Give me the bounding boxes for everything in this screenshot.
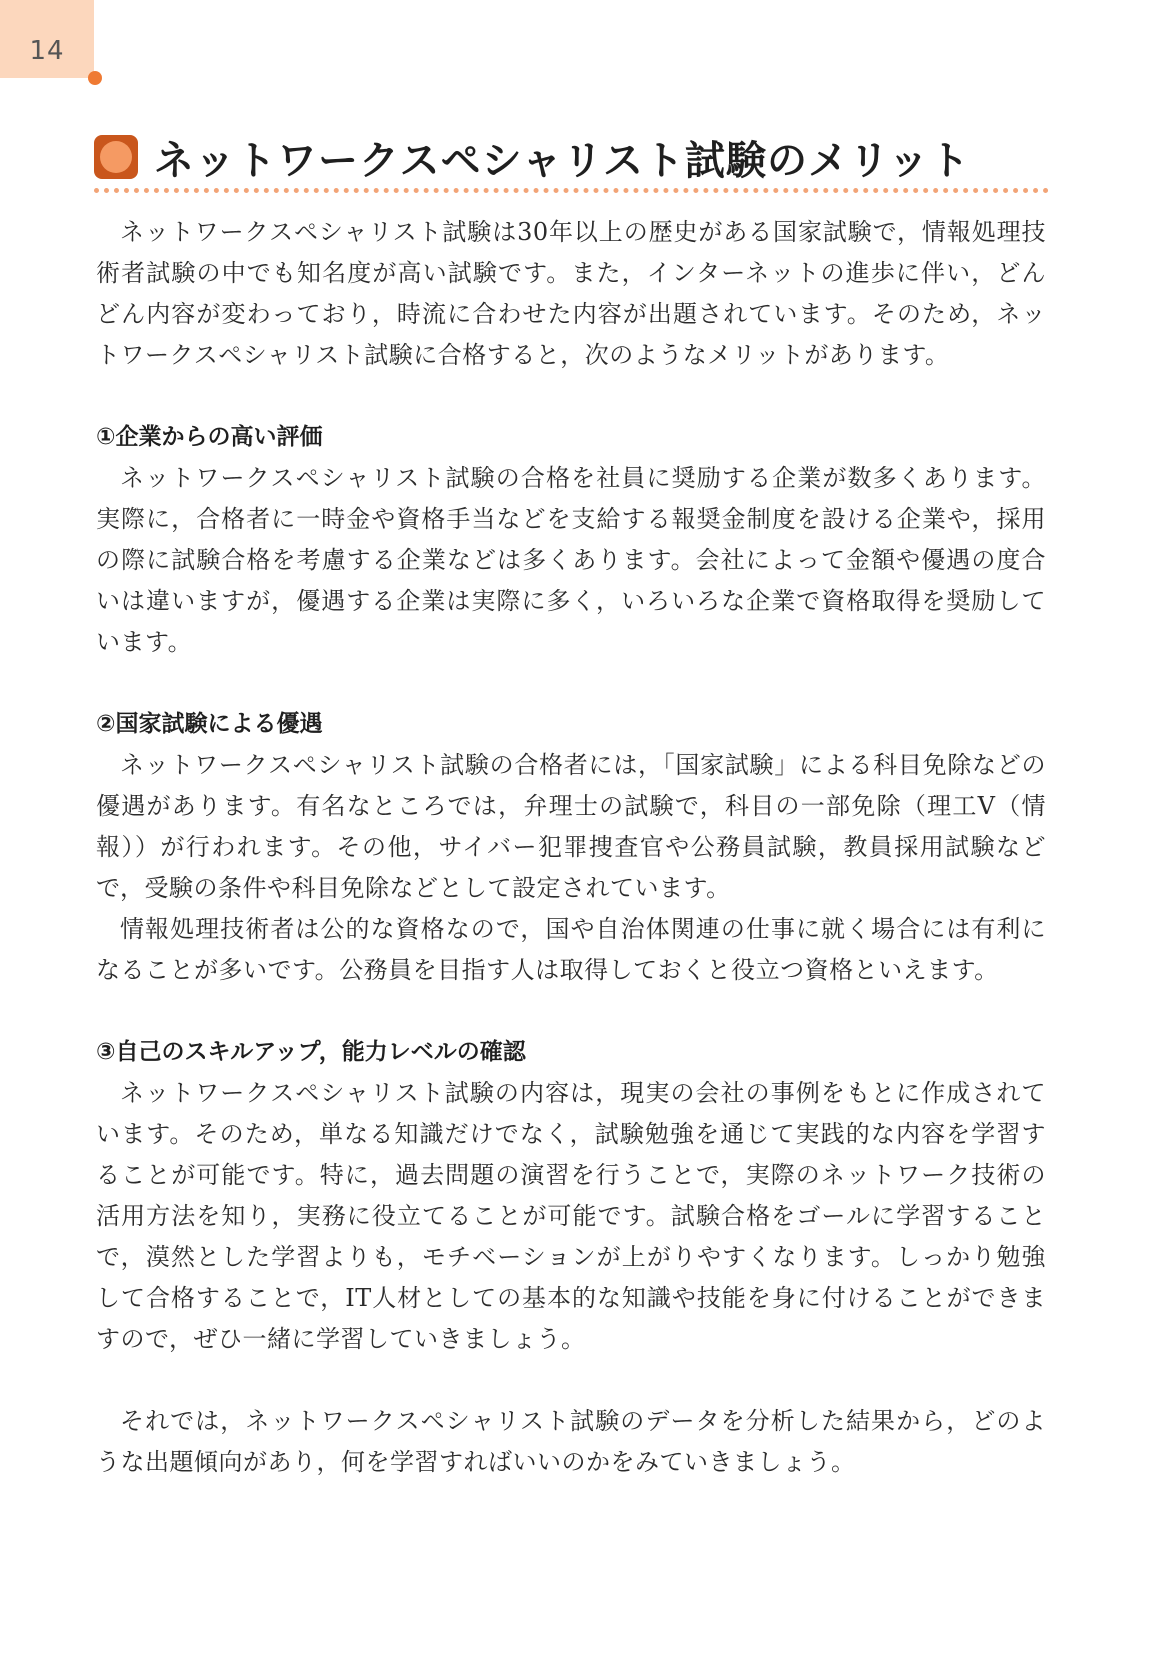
body-content [96,212,1046,1483]
section-title: ネットワークスペシャリスト試験のメリット [154,137,971,184]
merit-heading: ②国家試験による優遇 [96,711,323,737]
merit-paragraph: ネットワークスペシャリスト試験の合格を社員に奨励する企業が数多くあります。実際に，合格者に一時金や資格手当などを支給する報奨金制度を設ける企業や，採用の際に試験合格を考慮する企業などは多くあります。会社によって金額や優遇の度合いは違いますが，優遇する企業は実際に多く，いろいろな企業で資格取得を奨励しています。 [96,464,1046,656]
merit-heading: ①企業からの高い評価 [96,424,323,450]
page-number: 14 [29,36,65,66]
merit-block-3 [96,1032,1046,1360]
section-bullet-icon [94,135,138,179]
merit-heading: ③自己のスキルアップ，能力レベルの確認 [96,1039,526,1065]
heading-dotted-rule [94,188,1049,193]
page-tab-dot [88,71,102,85]
merit-paragraph: ネットワークスペシャリスト試験の合格者には，「国家試験」による科目免除などの優遇があります。有名なところでは，弁理士の試験で，科目の一部免除（理工Ⅴ（情報））が行われます。その他，サイバー犯罪捜査官や公務員試験，教員採用試験などで，受験の条件や科目免除などとして設定されています。 [96,751,1046,902]
intro-paragraph: ネットワークスペシャリスト試験は30年以上の歴史がある国家試験で，情報処理技術者試験の中でも知名度が高い試験です。また，インターネットの進歩に伴い，どんどん内容が変わっており，時流に合わせた内容が出題されています。そのため，ネットワークスペシャリスト試験に合格すると，次のようなメリットがあります。 [96,218,1046,369]
merit-paragraph: ネットワークスペシャリスト試験の内容は，現実の会社の事例をもとに作成されています。そのため，単なる知識だけでなく，試験勉強を通じて実践的な内容を学習することが可能です。特に，過去問題の演習を行うことで，実際のネットワーク技術の活用方法を知り，実務に役立てることが可能です。試験合格をゴールに学習することで，漠然とした学習よりも，モチベーションが上がりやすくなります。しっかり勉強して合格することで，IT人材としての基本的な知識や技能を身に付けることができますので，ぜひ一緒に学習していきましょう。 [96,1079,1046,1353]
page-number-tab [0,0,94,78]
spacer [96,991,1046,1032]
section-bullet-inner-icon [100,141,132,173]
spacer [96,663,1046,704]
section-heading [94,130,1049,184]
spacer [96,376,1046,417]
merit-paragraph: 情報処理技術者は公的な資格なので，国や自治体関連の仕事に就く場合には有利になることが多いです。公務員を目指す人は取得しておくと役立つ資格といえます。 [96,915,1046,984]
closing-paragraph: それでは，ネットワークスペシャリスト試験のデータを分析した結果から，どのような出題傾向があり，何を学習すればいいのかをみていきましょう。 [96,1407,1046,1476]
merit-block-1 [96,417,1046,663]
spacer [96,1360,1046,1401]
merit-block-2 [96,704,1046,991]
